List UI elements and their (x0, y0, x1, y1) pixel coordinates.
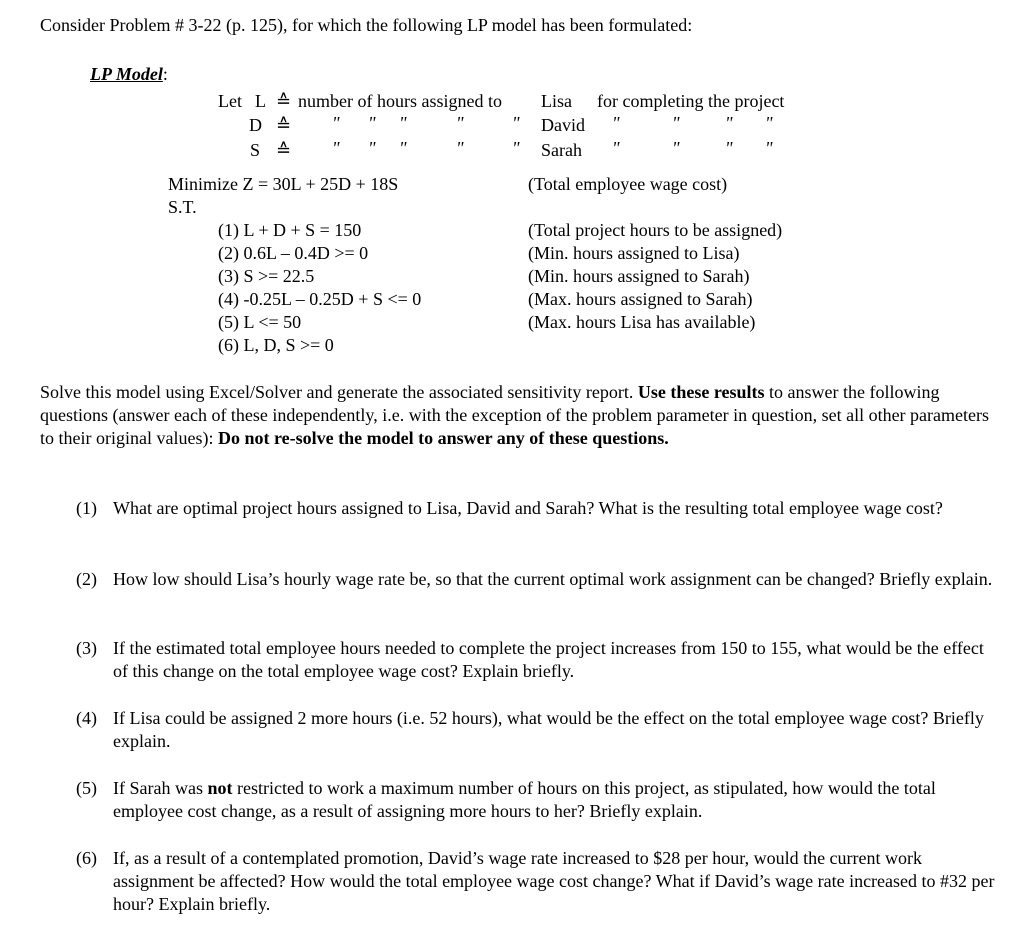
question-text (113, 777, 996, 823)
instructions-bold2: Do not re-solve the model to answer any of these questions. (217, 428, 669, 448)
question-6 (76, 847, 996, 916)
var-L: L (255, 91, 266, 111)
constraint-1-desc: (Total project hours to be assigned) (528, 220, 783, 240)
question-2 (76, 568, 996, 591)
ditto-mark: " (332, 113, 340, 133)
question-4 (76, 707, 996, 753)
ditto-mark: " (512, 113, 520, 133)
question-number: (1) (76, 498, 97, 518)
question-number: (3) (76, 638, 97, 658)
name-david: David (541, 115, 585, 135)
instructions-part2: to answer the following questions (answer each of these independently, i.e. with the exception of the problem parameter in question, set all other parameters to their original values): (40, 382, 990, 448)
question-text: What are optimal project hours assigned to Lisa, David and Sarah? What is the resulting total employee wage cost? (113, 498, 943, 518)
def-tail: for completing the project (597, 91, 785, 111)
question-1 (76, 497, 996, 520)
defsym: ≙ (276, 91, 292, 111)
instructions-part1: Solve this model using Excel/Solver and generate the associated sensitivity report. (40, 382, 638, 402)
instructions-bold1: Use these results (637, 382, 765, 402)
ditto-mark: " (456, 138, 464, 158)
question-number: (6) (76, 848, 97, 868)
constraint-3: (3) S >= 22.5 (218, 266, 315, 286)
var-S: S (250, 140, 261, 160)
name-lisa: Lisa (541, 91, 572, 111)
model-heading-label: LP Model (90, 64, 163, 84)
ditto-mark: " (332, 138, 340, 158)
constraint-5: (5) L <= 50 (218, 312, 302, 332)
ditto-mark: " (672, 113, 680, 133)
question-text-bold: not (207, 778, 233, 798)
instructions-paragraph (40, 381, 990, 450)
objective-description: (Total employee wage cost) (528, 174, 728, 194)
ditto-mark: " (612, 113, 620, 133)
question-text: How low should Lisa’s hourly wage rate be, so that the current optimal work assignment can be changed? Briefly explain. (113, 569, 993, 589)
question-text: If the estimated total employee hours needed to complete the project increases from 150 to 155, what would be the effect of this change on the total employee wage cost? Explain briefly. (113, 638, 984, 681)
ditto-mark: " (512, 138, 520, 158)
ditto-mark: " (725, 138, 733, 158)
question-number: (4) (76, 708, 97, 728)
question-text: If Lisa could be assigned 2 more hours (i.e. 52 hours), what would be the effect on the total employee wage cost? Briefly explain. (113, 708, 984, 751)
objective-function: Minimize Z = 30L + 25D + 18S (168, 174, 399, 194)
question-3 (76, 637, 996, 683)
defsym: ≙ (276, 140, 292, 160)
ditto-mark: " (368, 138, 376, 158)
constraint-4-desc: (Max. hours assigned to Sarah) (528, 289, 753, 309)
ditto-mark: " (725, 113, 733, 133)
constraint-4: (4) -0.25L – 0.25D + S <= 0 (218, 289, 422, 309)
constraint-2: (2) 0.6L – 0.4D >= 0 (218, 243, 369, 263)
question-text-part: If Sarah was (113, 778, 208, 798)
ditto-mark: " (456, 113, 464, 133)
constraint-5-desc: (Max. hours Lisa has available) (528, 312, 756, 332)
constraint-1: (1) L + D + S = 150 (218, 220, 362, 240)
let-word: Let (218, 91, 242, 111)
model-heading-colon: : (162, 64, 168, 84)
ditto-mark: " (612, 138, 620, 158)
defsym: ≙ (276, 115, 292, 135)
model-heading (90, 63, 168, 86)
ditto-mark: " (368, 113, 376, 133)
question-number: (2) (76, 569, 97, 589)
constraint-3-desc: (Min. hours assigned to Sarah) (528, 266, 750, 286)
ditto-mark: " (765, 138, 773, 158)
ditto-mark: " (672, 138, 680, 158)
ditto-mark: " (765, 113, 773, 133)
question-text-part: restricted to work a maximum number of hours on this project, as stipulated, how would the total employee cost change, as a result of assigning more hours to her? Briefly explain. (113, 778, 936, 821)
subject-to: S.T. (168, 197, 197, 217)
intro-text: Consider Problem # 3-22 (p. 125), for which the following LP model has been formulated: (40, 15, 693, 35)
name-sarah: Sarah (541, 140, 582, 160)
ditto-mark: " (399, 113, 407, 133)
constraint-6: (6) L, D, S >= 0 (218, 335, 334, 355)
var-D: D (249, 115, 262, 135)
question-text: If, as a result of a contemplated promotion, David’s wage rate increased to $28 per hour, would the current work assignment be affected? How would the total employee wage cost change? What if David’s wage rate increased to #32 per hour? Explain briefly. (113, 848, 995, 914)
ditto-mark: " (399, 138, 407, 158)
constraint-2-desc: (Min. hours assigned to Lisa) (528, 243, 740, 263)
def-phrase: number of hours assigned to (298, 91, 502, 111)
question-number: (5) (76, 778, 97, 798)
question-5 (76, 777, 996, 823)
